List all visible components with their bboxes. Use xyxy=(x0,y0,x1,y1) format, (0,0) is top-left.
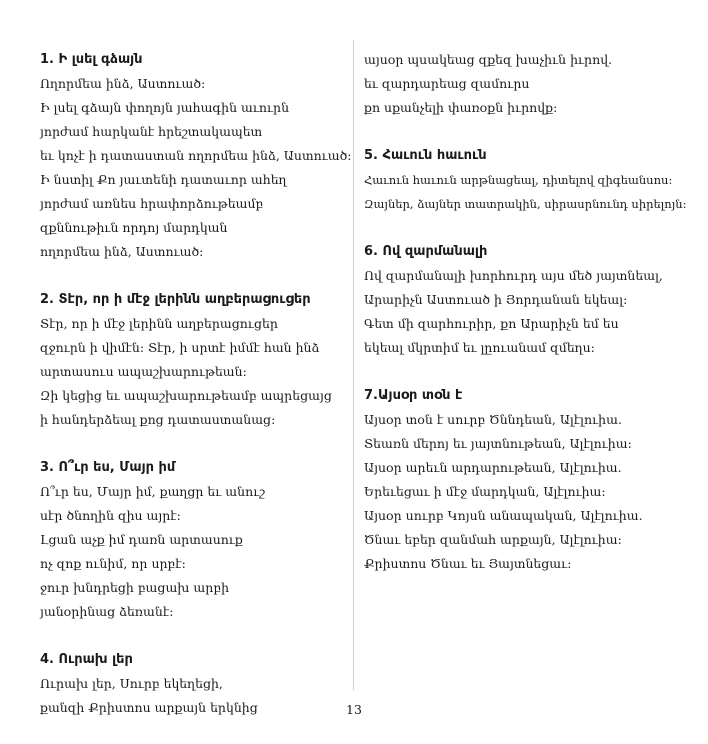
hymn-7-line: Այսօր սուրբ Կոյսն անապական, Ալէլուիա. xyxy=(364,508,643,523)
hymn-6 xyxy=(364,240,674,360)
hymn-4-line: եւ զարդարեաց զամուրս xyxy=(364,76,530,91)
hymn-3-line: Լցան աչք իմ դառն արտասուք xyxy=(40,532,243,547)
hymn-7-line: Այսօր տօն է սուրբ Ծննդեան, Ալէլուիա. xyxy=(364,412,622,427)
hymn-4-line: քանզի Քրիստոս արքայն երկնից xyxy=(40,700,258,715)
hymn-1-line: եւ կոչէ ի դատաստան ողորմեա ինձ, Աստուած: xyxy=(40,148,352,163)
hymn-7-line: Ծնաւ եբեր զանմահ արքայն, Ալէլուիա: xyxy=(364,532,622,547)
hymn-7-line: Տեառն մերոյ եւ յայտնութեան, Ալէլուիա: xyxy=(364,436,632,451)
hymn-3-heading: 3. Ո՞ւր ես, Մայր իմ xyxy=(40,460,176,475)
hymn-3 xyxy=(40,456,340,624)
hymn-3-line: Ո՞ւր ես, Մայր իմ, քաղցր եւ անուշ xyxy=(40,484,266,499)
hymn-7-line: Քրիստոս Ծնաւ եւ Յայտնեցաւ: xyxy=(364,556,572,571)
hymn-4-line: Ուրախ լեր, Սուրբ եկեղեցի, xyxy=(40,676,223,691)
hymn-6-heading: 6. Ով զարմանալի xyxy=(364,244,488,259)
hymn-6-line: Գետ մի զարհուրիր, քո Արարիչն եմ ես xyxy=(364,316,619,331)
hymn-1-line: Ողորմեա ինձ, Աստուած: xyxy=(40,76,206,91)
hymn-6-line: եկեալ մկրտիմ եւ լըուանամ զմեղս: xyxy=(364,340,595,355)
column-divider xyxy=(353,40,354,690)
hymn-1-line: Ի նստիլ Քո յաւտենի դատաւոր ահեղ xyxy=(40,172,287,187)
hymn-2 xyxy=(40,288,340,432)
hymn-1-heading: 1. Ի լսել գձայն xyxy=(40,52,143,67)
hymn-4-line: այսօր պսակեաց զքեզ խաչիւն իւրով. xyxy=(364,52,613,67)
hymn-2-line: Տէր, որ ի մէջ լերինն աղբերացուցեր xyxy=(40,316,278,331)
hymn-2-line: արտասուս ապաշխարութեան: xyxy=(40,364,247,379)
hymn-1-line: յորժամ առնես հրափորձութեամբ xyxy=(40,196,264,211)
hymn-3-line: ոչ զոք ունիմ, որ սրբէ: xyxy=(40,556,186,571)
hymn-2-heading: 2. Տէր, որ ի մէջ լերինն աղբերացուցեր xyxy=(40,292,311,307)
hymn-1-line: ողորմեա ինձ, Աստուած: xyxy=(40,244,204,259)
hymn-1 xyxy=(40,48,352,264)
page-number: 13 xyxy=(346,702,362,717)
hymn-1-line: յորժամ հարկանէ հրեշտակապետ xyxy=(40,124,263,139)
hymn-6-line: Արարիչն Աստուած ի Յորդանան եկեալ: xyxy=(364,292,628,307)
hymn-3-line: սէր ծնողին զիս այրէ: xyxy=(40,508,181,523)
hymn-5 xyxy=(364,144,687,216)
hymn-1-line: Ի լսել գձայն փողոյն յահագին աւուրն xyxy=(40,100,290,115)
hymn-7-line: Այսօր արեւն արդարութեան, Ալէլուիա. xyxy=(364,460,622,475)
hymn-3-line: ջուր խնդրեցի բացախ արբի xyxy=(40,580,230,595)
hymn-1-line: զքննութիւն որդոյ մարդկան xyxy=(40,220,228,235)
hymn-7 xyxy=(364,384,674,576)
right-column xyxy=(364,48,687,576)
hymn-4-line: քո սքանչելի փառօքն իւրովք: xyxy=(364,100,558,115)
hymn-2-line: ի հանդերձեալ քոց դատաստանաց: xyxy=(40,412,276,427)
hymn-2-line: զջուրն ի վիմէն: Տէր, ի սրտէ իմմէ հան ինձ xyxy=(40,340,320,355)
hymn-4-continuation xyxy=(364,48,674,120)
hymn-3-line: յանօրինաց ձեռանէ: xyxy=(40,604,174,619)
left-column xyxy=(40,48,352,720)
hymn-2-line: Զի կեցից եւ ապաշխարութեամբ ապրեցայց xyxy=(40,388,332,403)
hymn-7-line: Երեւեցաւ ի մէջ մարդկան, Ալէլուիա: xyxy=(364,484,606,499)
hymn-5-line: Զայներ, ձայներ տատրակին, սիրասրնունդ սիրելոյն: xyxy=(364,197,687,211)
hymn-5-heading: 5. Հաւուն հաւուն xyxy=(364,148,487,163)
hymn-4-heading: 4. Ուրախ լեր xyxy=(40,652,133,667)
hymn-7-heading: 7.Այսօր տօն է xyxy=(364,388,463,403)
hymn-6-line: Ով զարմանալի խորհուրդ այս մեծ յայտնեալ, xyxy=(364,268,663,283)
hymn-5-line: Հաւուն հաւուն արթնացեալ, դիտելով զիգեանսոս: xyxy=(364,173,673,187)
